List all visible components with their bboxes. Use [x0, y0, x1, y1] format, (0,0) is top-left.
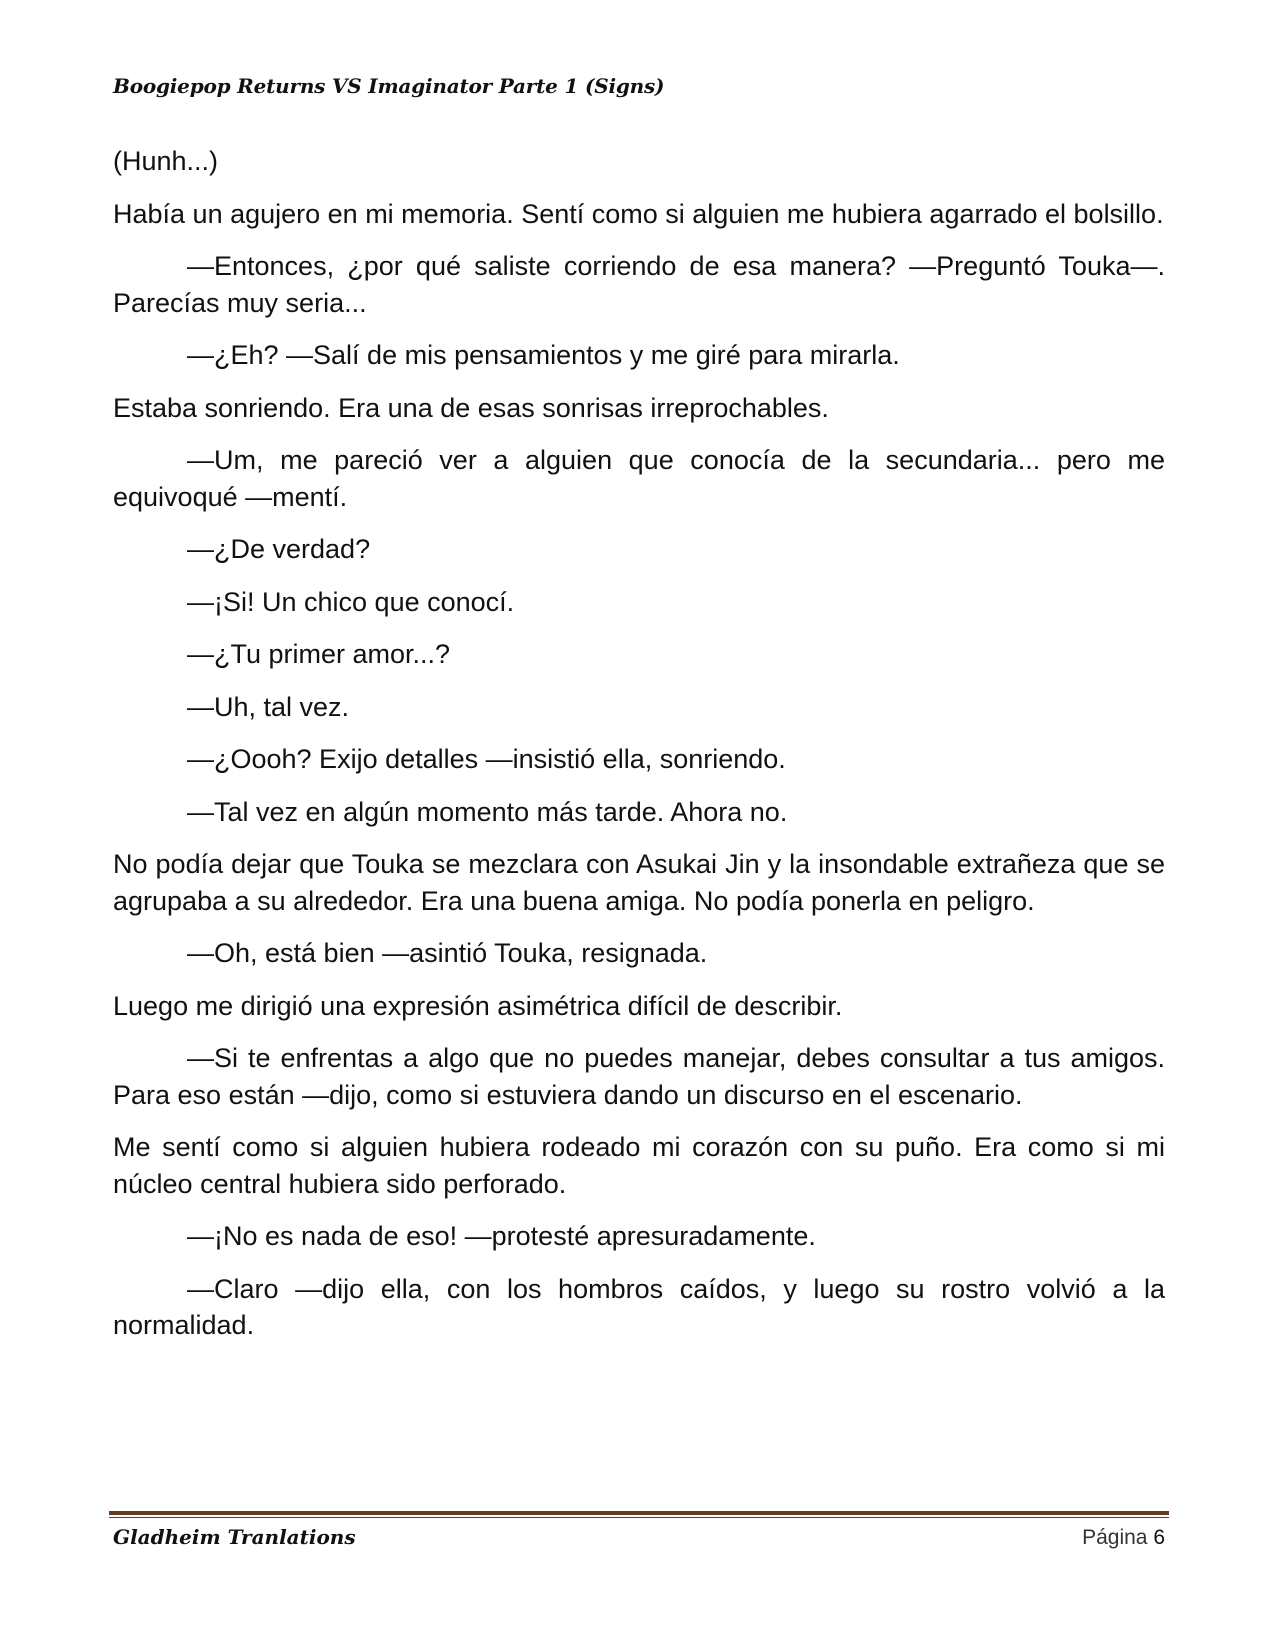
- paragraph: —Claro —dijo ella, con los hombros caídos, y luego su rostro volvió a la normalidad.: [113, 1273, 1165, 1340]
- paragraph: —Tal vez en algún momento más tarde. Ahora no.: [187, 796, 788, 827]
- paragraph: —¿Eh? —Salí de mis pensamientos y me giré para mirarla.: [187, 340, 900, 370]
- paragraph: —¿Oooh? Exijo detalles —insistió ella, sonriendo.: [187, 744, 786, 774]
- paragraph: —Si te enfrentas a algo que no puedes manejar, debes consultar a tus amigos. Para eso están —dijo, como si estuviera dando un discurso en el escenario.: [113, 1043, 1165, 1110]
- paragraph: —Uh, tal vez.: [187, 691, 350, 722]
- paragraph: Estaba sonriendo. Era una de esas sonrisas irreprochables.: [113, 392, 829, 423]
- paragraph: —¡Si! Un chico que conocí.: [187, 586, 515, 617]
- body-text: [113, 143, 1165, 1360]
- running-header: Boogiepop Returns VS Imaginator Parte 1 (Signs): [113, 74, 665, 98]
- footer-rule-thick: [109, 1511, 1169, 1515]
- paragraph: Luego me dirigió una expresión asimétrica difícil de describir.: [113, 990, 843, 1021]
- paragraph: —¿Tu primer amor...?: [187, 639, 451, 669]
- paragraph: —¿De verdad?: [187, 534, 371, 564]
- paragraph: Había un agujero en mi memoria. Sentí como si alguien me hubiera agarrado el bolsillo.: [113, 198, 1164, 229]
- paragraph: Me sentí como si alguien hubiera rodeado mi corazón con su puño. Era como si mi núcleo central hubiera sido perforado.: [113, 1132, 1165, 1199]
- paragraph: —Entonces, ¿por qué saliste corriendo de esa manera? —Preguntó Touka—. Parecías muy seria...: [113, 251, 1165, 318]
- footer-rule-thin: [109, 1517, 1169, 1518]
- paragraph: —Oh, está bien —asintió Touka, resignada.: [187, 938, 708, 968]
- paragraph: —Um, me pareció ver a alguien que conocía de la secundaria... pero me equivoqué —mentí.: [113, 445, 1165, 512]
- paragraph: —¡No es nada de eso! —protesté apresuradamente.: [187, 1221, 816, 1251]
- page-number-block: [1082, 1526, 1165, 1550]
- page-number: 6: [1153, 1526, 1165, 1549]
- page-label: Página: [1082, 1526, 1148, 1549]
- paragraph: (Hunh...): [113, 146, 219, 176]
- footer-credit: Gladheim Tranlations: [113, 1525, 356, 1549]
- footer-rule: [109, 1511, 1169, 1519]
- paragraph: No podía dejar que Touka se mezclara con Asukai Jin y la insondable extrañeza que se agrupaba a su alrededor. Era una buena amiga. No podía ponerla en peligro.: [113, 849, 1165, 916]
